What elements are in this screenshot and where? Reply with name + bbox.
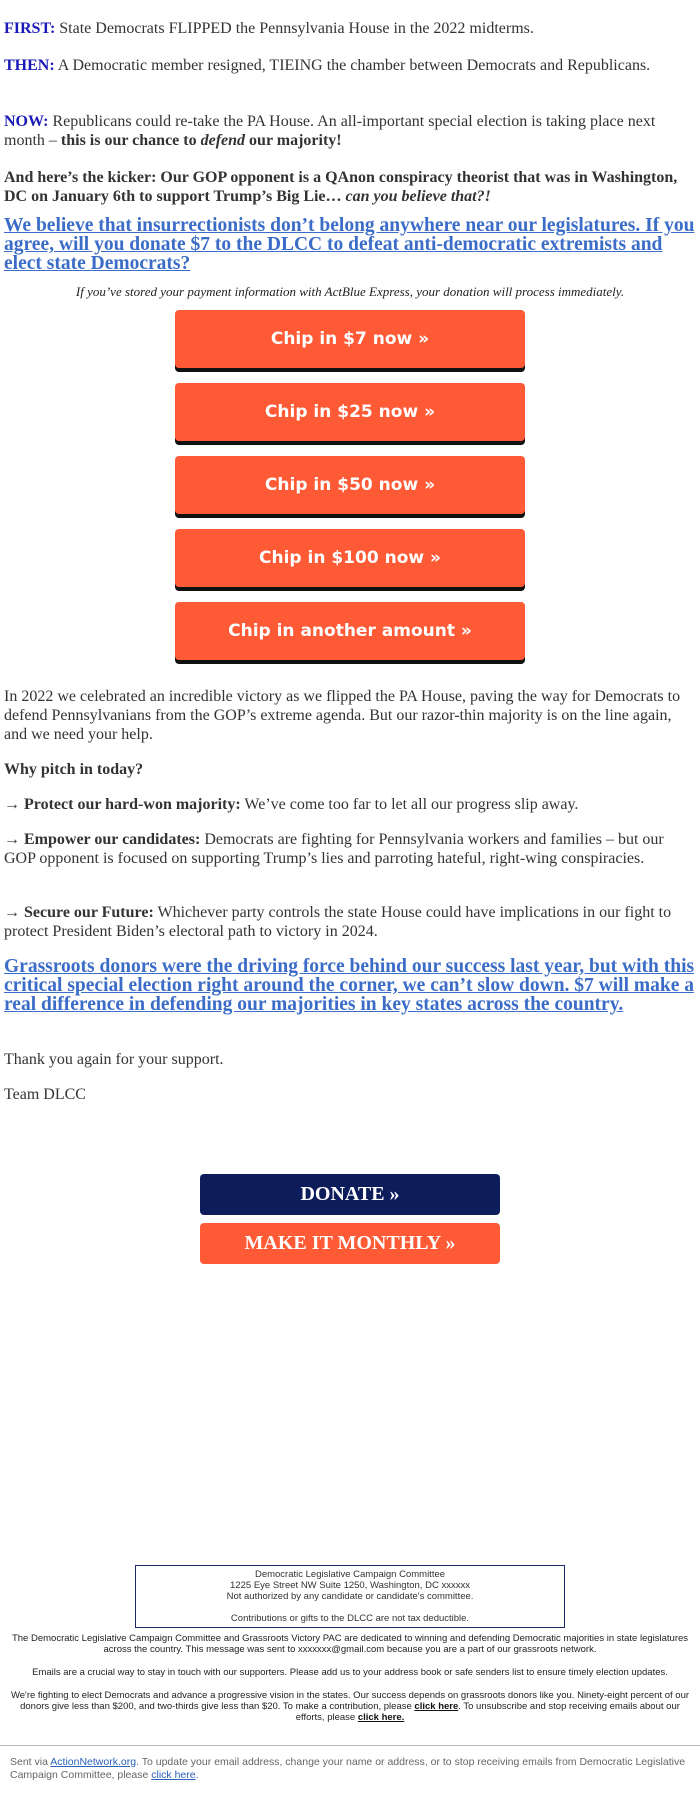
kicker-bold: And here’s the kicker: Our GOP opponent is a QAnon conspiracy theorist that was in Washington, DC on January 6th to support Trump’s Big Lie… (4, 169, 678, 205)
chip-7-button[interactable]: Chip in $7 now » (175, 310, 525, 368)
chip-25-button[interactable]: Chip in $25 now » (175, 383, 525, 441)
bullet-empower (4, 830, 696, 868)
sent-via-text (10, 1756, 690, 1782)
make-it-monthly-button[interactable]: MAKE IT MONTHLY » (200, 1223, 500, 1264)
not-authorized-text: Not authorized by any candidate or candidate's committee. (226, 1591, 474, 1602)
disclaimer-box (135, 1565, 565, 1628)
kicker-paragraph (4, 168, 696, 206)
actblue-express-note: If you’ve stored your payment information with ActBlue Express, your donation will process immediately. (75, 284, 625, 299)
bullet-protect (4, 795, 696, 814)
bullet-secure-text: Whichever party controls the state House could have implications in our fight to protect President Biden’s electoral path to victory in 2024. (4, 904, 672, 940)
unsubscribe-text: . To unsubscribe and stop receiving emails about our efforts, please (295, 1701, 680, 1723)
body-paragraph-1: In 2022 we celebrated an incredible victory as we flipped the PA House, paving the way for Democrats to defend Pennsylvanians from the GOP’s extreme agenda. But our razor-thin majority is on the line again, and we need your help. (4, 688, 681, 743)
chip-100-button[interactable]: Chip in $100 now » (175, 529, 525, 587)
update-prefs-link[interactable]: click here (151, 1769, 196, 1781)
actionnetwork-link[interactable]: ActionNetwork.org (50, 1756, 137, 1768)
org-name: Democratic Legislative Campaign Committee (254, 1569, 446, 1580)
now-text: Republicans could re-take the PA House. An all-important special election is taking place next month – (4, 113, 656, 149)
first-paragraph (4, 19, 696, 38)
footer-divider (0, 1745, 700, 1746)
first-label: FIRST: (4, 20, 56, 37)
sent-end: . (195, 1769, 199, 1781)
why-heading: Why pitch in today? (4, 761, 144, 778)
then-paragraph (4, 56, 696, 75)
bullet-protect-text: We’ve come too far to let all our progress slip away. (240, 796, 579, 813)
then-label: THEN: (4, 57, 55, 74)
then-text: A Democratic member resigned, TIEING the chamber between Democrats and Republicans. (54, 57, 651, 74)
bullet-secure (4, 903, 696, 941)
org-address: 1225 Eye Street NW Suite 1250, Washington, DC xxxxxx (230, 1580, 470, 1591)
kicker-italic: can you believe that?! (345, 188, 491, 205)
fight-paragraph (10, 1690, 690, 1723)
sent-prefix: Sent via (10, 1756, 51, 1768)
headline-link-2[interactable]: Grassroots donors were the driving force behind our success last year, but with this critical special election right around the corner, we can’t slow down. $7 will make a real difference in defending our majorities in key states across the country. (4, 956, 695, 1015)
signature: Team DLCC (4, 1086, 86, 1103)
now-label: NOW: (4, 113, 49, 130)
safelist-text: Emails are a crucial way to stay in touch with our supporters. Please add us to your address book or safe senders list to ensure timely election updates. (32, 1667, 668, 1678)
sent-text: . To update your email address, change your name or address, or to stop receiving emails from Democratic Legislative Campaign Committee, please (10, 1756, 686, 1781)
chip-50-button[interactable]: Chip in $50 now » (175, 456, 525, 514)
unsubscribe-link[interactable]: click here. (357, 1712, 405, 1723)
bullet-empower-text: Democrats are fighting for Pennsylvania workers and families – but our GOP opponent is focused on supporting Trump’s lies and parroting hateful, right-wing conspiracies. (4, 831, 664, 867)
fight-text: We're fighting to elect Democrats and advance a progressive vision in the states. Our success depends on grassroots donors like you. Ninety-eight percent of our donors give less than $200, and two-thirds give less than $20. To make a contribution, please (10, 1690, 690, 1712)
bullet-protect-label: → Protect our hard-won majority: (4, 796, 241, 813)
headline-link-1[interactable]: We believe that insurrectionists don’t belong anywhere near our legislatures. If you agree, will you donate $7 to the DLCC to defeat anti-democratic extremists and elect state Democrats? (4, 215, 695, 274)
tax-note: Contributions or gifts to the DLCC are not tax deductible. (230, 1613, 470, 1624)
bullet-secure-label: → Secure our Future: (4, 904, 154, 921)
mission-text: The Democratic Legislative Campaign Committee and Grassroots Victory PAC are dedicated to winning and defending Democratic majorities in state legislatures across the country. This message was sent to xxxxxxx@gmail.com because you are a part of our grassroots network. (11, 1633, 689, 1655)
now-bold-italic: defend (200, 132, 246, 149)
donate-button[interactable]: DONATE » (200, 1174, 500, 1215)
now-bold-a: this is our chance to (60, 132, 201, 149)
chip-other-amount-button[interactable]: Chip in another amount » (175, 602, 525, 660)
thanks-text: Thank you again for your support. (4, 1051, 224, 1068)
bullet-empower-label: → Empower our candidates: (4, 831, 201, 848)
now-bold-b: our majority! (245, 132, 342, 149)
contribute-link[interactable]: click here (414, 1701, 459, 1712)
now-paragraph (4, 112, 696, 150)
first-text: State Democrats FLIPPED the Pennsylvania House in the 2022 midterms. (55, 20, 534, 37)
